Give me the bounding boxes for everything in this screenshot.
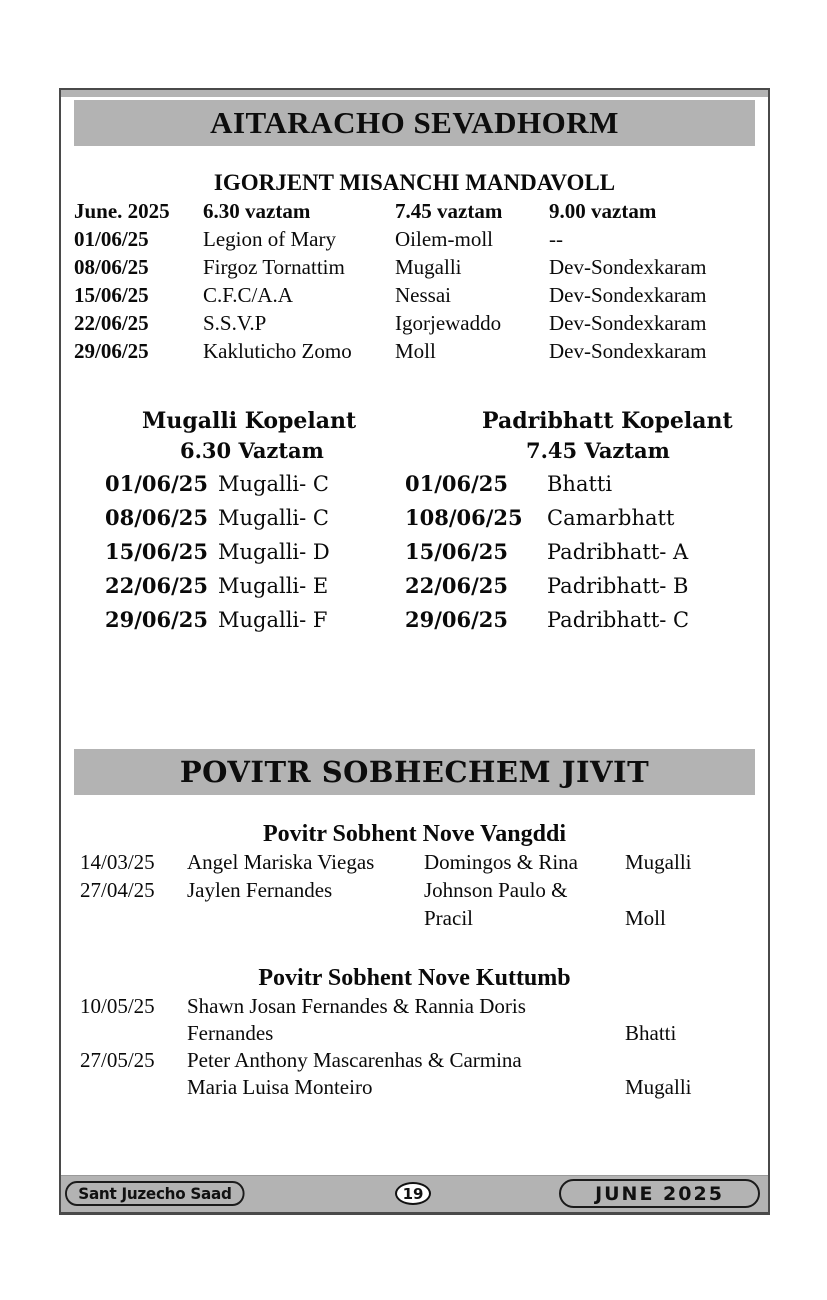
cell-date: 01/06/25 xyxy=(105,471,209,496)
cell: Mugalli xyxy=(625,850,692,874)
cell: Jaylen Fernandes xyxy=(187,878,333,902)
cell: Legion of Mary xyxy=(203,227,336,251)
table-header-row xyxy=(61,199,768,227)
table-row xyxy=(61,878,768,906)
table-row xyxy=(105,501,356,535)
cell: Domingos & Rina xyxy=(424,850,579,874)
cell: Nessai xyxy=(395,283,451,307)
table-row xyxy=(61,311,768,339)
cell-date: 10/05/25 xyxy=(80,994,155,1018)
top-gray-strip xyxy=(61,90,768,97)
table-row xyxy=(105,467,356,501)
table-row xyxy=(405,569,733,603)
cell: Fernandes xyxy=(187,1021,274,1045)
table-row xyxy=(405,603,733,637)
col-header: 6.30 vaztam xyxy=(203,199,311,223)
kopelant-section xyxy=(61,408,768,638)
cell: Johnson Paulo & xyxy=(424,878,568,902)
padribhatt-kopelant-block xyxy=(405,408,733,637)
cell-date: 01/06/25 xyxy=(74,227,149,251)
kopelant-time: 7.45 Vaztam xyxy=(526,438,670,463)
cell-date: 22/06/25 xyxy=(405,573,509,598)
cell: Mugalli- C xyxy=(218,506,329,530)
table-row xyxy=(105,569,356,603)
cell-date: 27/05/25 xyxy=(80,1048,155,1072)
kopelant-title: Mugalli Kopelant xyxy=(142,408,357,434)
table-row xyxy=(405,467,733,501)
cell-date: 108/06/25 xyxy=(405,505,523,530)
cell-date: 14/03/25 xyxy=(80,850,155,874)
cell-date: 27/04/25 xyxy=(80,878,155,902)
footer-right-badge: JUNE 2025 xyxy=(559,1179,760,1208)
cell: Angel Mariska Viegas xyxy=(187,850,375,874)
table-row xyxy=(105,535,356,569)
cell: Peter Anthony Mascarenhas & Carmina xyxy=(187,1048,522,1072)
cell-date: 29/06/25 xyxy=(74,339,149,363)
table-row xyxy=(405,501,733,535)
kopelant-title: Padribhatt Kopelant xyxy=(482,408,733,434)
table-row xyxy=(61,906,768,934)
table-row xyxy=(61,1075,768,1102)
cell: Mugalli- E xyxy=(218,574,329,598)
kopelant-time: 6.30 Vaztam xyxy=(180,438,324,463)
cell: S.S.V.P xyxy=(203,311,267,335)
cell: Padribhatt- B xyxy=(547,574,689,598)
section1-title-bar xyxy=(74,100,755,146)
cell: -- xyxy=(549,227,563,251)
content-box xyxy=(59,88,770,1215)
cell: Shawn Josan Fernandes & Rannia Doris xyxy=(187,994,526,1018)
igorjent-table xyxy=(61,199,768,367)
cell-date: 29/06/25 xyxy=(105,607,209,632)
section2-title: POVITR SOBHECHEM JIVIT xyxy=(179,755,650,789)
cell: Bhatti xyxy=(625,1021,677,1045)
cell-date: 29/06/25 xyxy=(405,607,509,632)
table-row xyxy=(61,339,768,367)
cell: Mugalli- F xyxy=(218,608,328,632)
igorjent-subtitle: IGORJENT MISANCHI MANDAVOLL xyxy=(213,170,616,195)
vangddi-table xyxy=(61,850,768,934)
cell: Padribhatt- A xyxy=(547,540,689,564)
cell: Firgoz Tornattim xyxy=(203,255,345,279)
cell: Maria Luisa Monteiro xyxy=(187,1075,373,1099)
mugalli-kopelant-block xyxy=(105,408,356,637)
table-row xyxy=(61,994,768,1021)
table-row xyxy=(61,850,768,878)
table-row xyxy=(105,603,356,637)
cell: Moll xyxy=(395,339,436,363)
col-header: 9.00 vaztam xyxy=(549,199,657,223)
cell-date: 15/06/25 xyxy=(74,283,149,307)
table-row xyxy=(405,535,733,569)
footer-left-badge: Sant Juzecho Saad xyxy=(65,1181,245,1206)
kuttumb-table xyxy=(61,994,768,1102)
cell: Igorjewaddo xyxy=(395,311,502,335)
cell-date: 22/06/25 xyxy=(74,311,149,335)
cell: Kakluticho Zomo xyxy=(203,339,352,363)
table-row xyxy=(61,1021,768,1048)
cell: Moll xyxy=(625,906,666,930)
cell: Padribhatt- C xyxy=(547,608,690,632)
cell-date: 22/06/25 xyxy=(105,573,209,598)
cell: Dev-Sondexkaram xyxy=(549,255,707,279)
cell: Dev-Sondexkaram xyxy=(549,311,707,335)
cell: Mugalli- D xyxy=(218,540,330,564)
cell: Camarbhatt xyxy=(547,506,675,530)
cell: C.F.C/A.A xyxy=(203,283,293,307)
page-number-badge: 19 xyxy=(395,1182,431,1205)
table-row xyxy=(61,227,768,255)
cell-date: 15/06/25 xyxy=(105,539,209,564)
table-row xyxy=(61,255,768,283)
cell: Mugalli- C xyxy=(218,472,329,496)
cell-date: 08/06/25 xyxy=(105,505,209,530)
table-row xyxy=(61,1048,768,1075)
section2-title-bar xyxy=(74,749,755,795)
cell: Mugalli xyxy=(395,255,462,279)
col-header: 7.45 vaztam xyxy=(395,199,503,223)
cell: Dev-Sondexkaram xyxy=(549,283,707,307)
cell-date: 15/06/25 xyxy=(405,539,509,564)
cell: Bhatti xyxy=(547,472,613,496)
section1-title: AITARACHO SEVADHORM xyxy=(210,105,619,140)
cell: Pracil xyxy=(424,906,473,930)
cell-date: 01/06/25 xyxy=(405,471,509,496)
kuttumb-subtitle: Povitr Sobhent Nove Kuttumb xyxy=(258,965,571,991)
vangddi-subtitle: Povitr Sobhent Nove Vangddi xyxy=(263,821,566,847)
col-header: June. 2025 xyxy=(74,199,170,223)
cell-date: 08/06/25 xyxy=(74,255,149,279)
cell: Mugalli xyxy=(625,1075,692,1099)
footer-strip xyxy=(61,1175,768,1212)
cell: Oilem-moll xyxy=(395,227,493,251)
cell: Dev-Sondexkaram xyxy=(549,339,707,363)
table-row xyxy=(61,283,768,311)
